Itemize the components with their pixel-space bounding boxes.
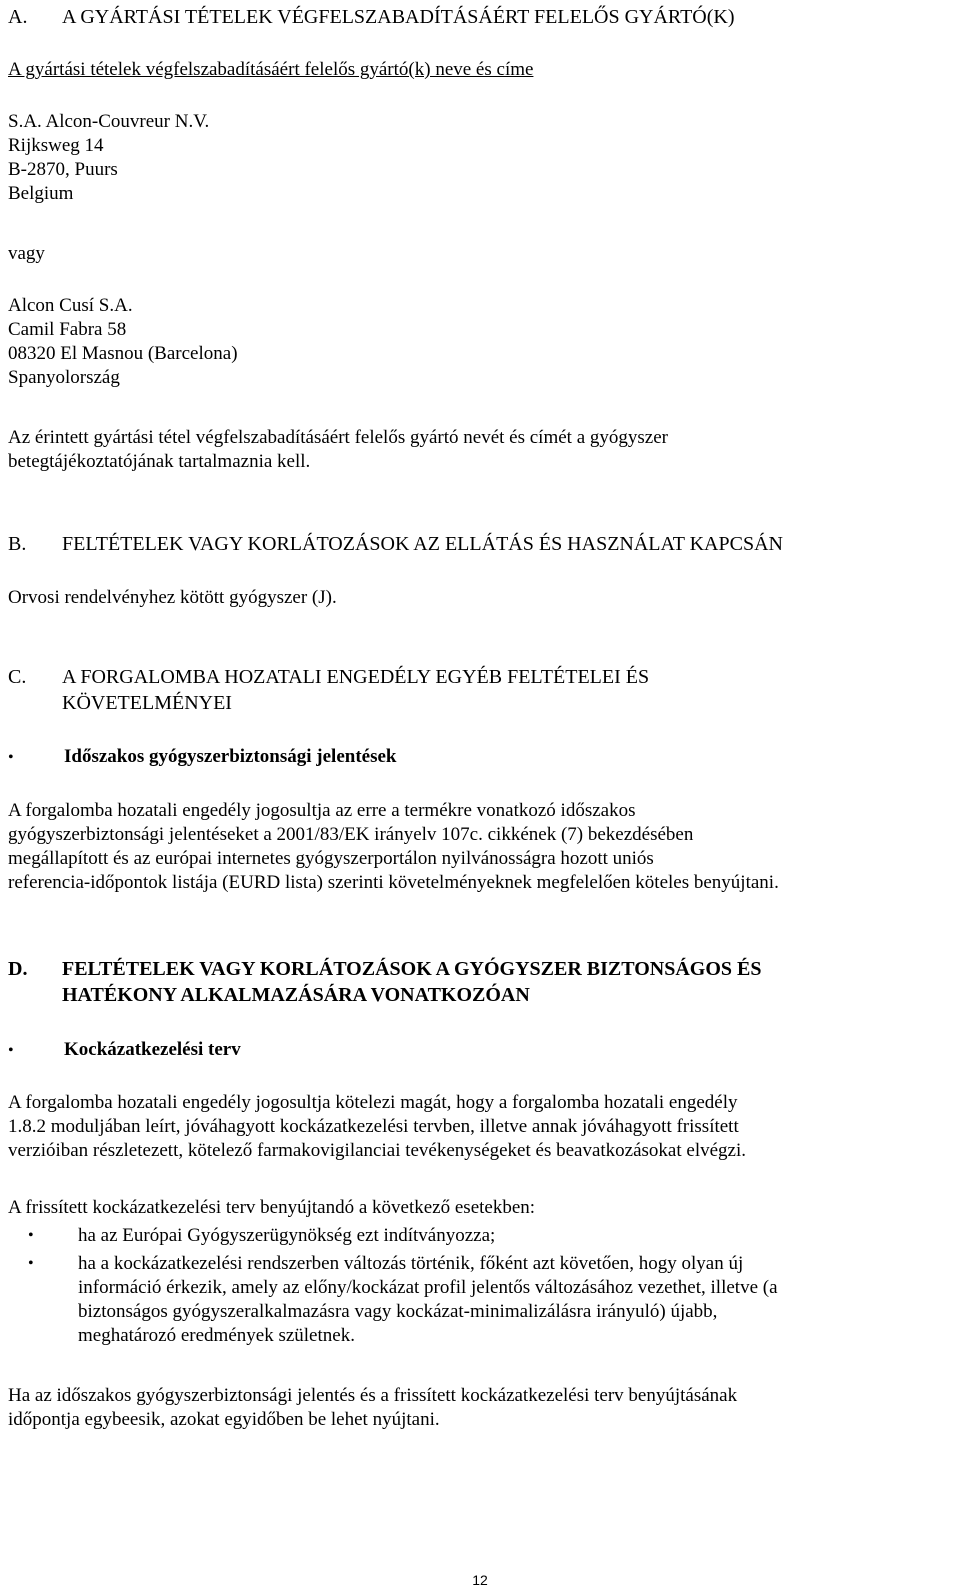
- section-d-title: [62, 956, 938, 1008]
- bullet-icon: •: [8, 1042, 14, 1059]
- paragraph-line: Ha az időszakos gyógyszerbiztonsági jelentés és a frissített kockázatkezelési terv benyújtásának: [8, 1385, 738, 1406]
- paragraph-line: időpontja egybeesik, azokat egyidőben be lehet nyújtani.: [8, 1409, 440, 1430]
- bullet-icon: •: [8, 749, 14, 766]
- section-d-bullet: [8, 1038, 241, 1063]
- list-item-text: [78, 1252, 938, 1348]
- section-d-bullet-title: Kockázatkezelési terv: [64, 1039, 241, 1060]
- list-line: meghatározó eredmények születnek.: [78, 1325, 355, 1346]
- manufacturer-2-address: [8, 294, 938, 390]
- section-d-closing: [8, 1384, 938, 1432]
- section-c-paragraph: [8, 799, 938, 895]
- paragraph-line: A forgalomba hozatali engedély jogosultja az erre a termékre vonatkozó időszakos: [8, 800, 636, 821]
- list-item-text: [78, 1224, 938, 1248]
- section-c-heading: [8, 664, 938, 716]
- paragraph-line: A forgalomba hozatali engedély jogosultja kötelezi magát, hogy a forgalomba hozatali engedély: [8, 1092, 738, 1113]
- bullet-icon: •: [28, 1227, 34, 1244]
- section-a-subheading: A gyártási tételek végfelszabadításáért felelős gyártó(k) neve és címe: [8, 59, 534, 80]
- section-a-title: A GYÁRTÁSI TÉTELEK VÉGFELSZABADÍTÁSÁÉRT FELELŐS GYÁRTÓ(K): [62, 6, 735, 28]
- paragraph-line: verzióiban részletezett, kötelező farmakovigilanciai tevékenységeket és beavatkozásokat elvégzi.: [8, 1140, 747, 1161]
- section-b-title: FELTÉTELEK VAGY KORLÁTOZÁSOK AZ ELLÁTÁS ÉS HASZNÁLAT KAPCSÁN: [62, 533, 783, 555]
- section-c-title: [62, 664, 938, 716]
- note-line: Az érintett gyártási tétel végfelszabadításáért felelős gyártó nevét és címét a gyógyszer: [8, 427, 668, 448]
- address-line: Alcon Cusí S.A.: [8, 295, 133, 316]
- section-b-text: Orvosi rendelvényhez kötött gyógyszer (J).: [8, 587, 337, 608]
- section-d-intro: A frissített kockázatkezelési terv benyújtandó a következő esetekben:: [8, 1197, 536, 1218]
- address-line: S.A. Alcon-Couvreur N.V.: [8, 111, 210, 132]
- paragraph-line: 1.8.2 moduljában leírt, jóváhagyott kockázatkezelési tervben, illetve annak jóváhagyott frissített: [8, 1116, 739, 1137]
- list-line: ha a kockázatkezelési rendszerben változás történik, főként azt követően, hogy olyan új: [78, 1253, 744, 1274]
- section-a-number: A.: [8, 6, 28, 28]
- title-line: HATÉKONY ALKALMAZÁSÁRA VONATKOZÓAN: [62, 984, 530, 1006]
- title-line: KÖVETELMÉNYEI: [62, 692, 232, 714]
- section-c-bullet-title: Időszakos gyógyszerbiztonsági jelentések: [64, 746, 397, 767]
- section-a-heading: [8, 4, 938, 30]
- list-item: [8, 1252, 938, 1348]
- bullet-icon: •: [28, 1255, 34, 1272]
- section-b-heading: [8, 531, 938, 557]
- paragraph-line: megállapított és az európai internetes gyógyszerportálon nyilvánosságra hozott uniós: [8, 848, 654, 869]
- address-line: Camil Fabra 58: [8, 319, 127, 340]
- section-d-number: D.: [8, 958, 28, 980]
- page-number: 12: [472, 1572, 488, 1588]
- manufacturer-1-address: [8, 110, 938, 206]
- address-line: Rijksweg 14: [8, 135, 104, 156]
- list-line: ha az Európai Gyógyszerügynökség ezt indítványozza;: [78, 1225, 496, 1246]
- address-line: 08320 El Masnou (Barcelona): [8, 343, 238, 364]
- paragraph-line: gyógyszerbiztonsági jelentéseket a 2001/83/EK irányelv 107c. cikkének (7) bekezdésében: [8, 824, 694, 845]
- list-line: információ érkezik, amely az előny/kockázat profil jelentős változásához vezethet, illetve (a: [78, 1277, 778, 1298]
- list-line: biztonságos gyógyszeralkalmazásra vagy kockázat-minimalizálásra irányuló) újabb,: [78, 1301, 718, 1322]
- title-line: FELTÉTELEK VAGY KORLÁTOZÁSOK A GYÓGYSZER BIZTONSÁGOS ÉS: [62, 958, 762, 980]
- section-a-note: [8, 426, 938, 474]
- section-d-heading: [8, 956, 938, 1008]
- or-separator: vagy: [8, 243, 45, 264]
- address-line: B-2870, Puurs: [8, 159, 118, 180]
- note-line: betegtájékoztatójának tartalmaznia kell.: [8, 451, 311, 472]
- address-line: Belgium: [8, 183, 74, 204]
- section-b-number: B.: [8, 533, 27, 555]
- list-item: [8, 1224, 938, 1248]
- section-c-number: C.: [8, 666, 27, 688]
- address-line: Spanyolország: [8, 367, 120, 388]
- paragraph-line: referencia-időpontok listája (EURD lista) szerinti követelményeknek megfelelően köteles benyújtani.: [8, 872, 779, 893]
- section-d-paragraph-1: [8, 1091, 938, 1163]
- title-line: A FORGALOMBA HOZATALI ENGEDÉLY EGYÉB FELTÉTELEI ÉS: [62, 666, 650, 688]
- section-c-bullet: [8, 745, 396, 770]
